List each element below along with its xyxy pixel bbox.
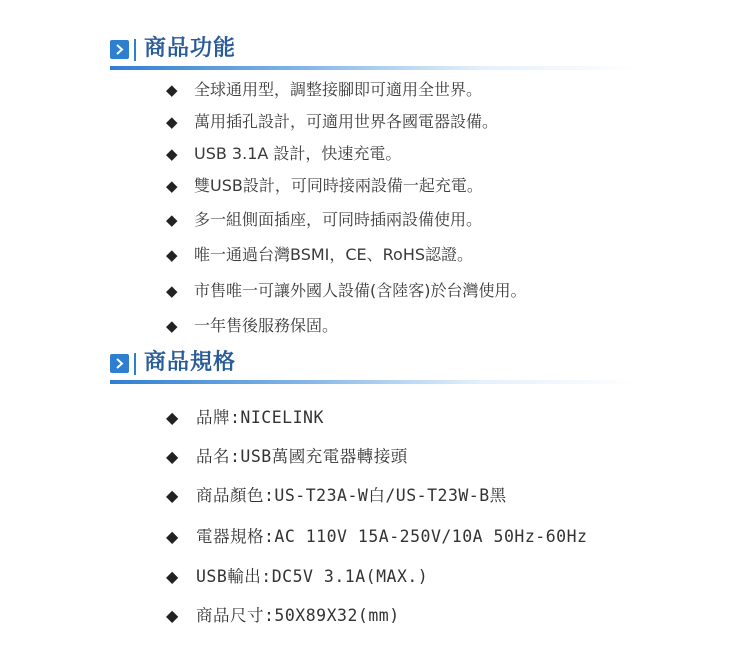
features-section-title: 商品功能 [144, 36, 237, 61]
list-item: ◆ 雙USB設計，可同時接兩設備一起充電。 [166, 174, 483, 198]
specs-section-header [110, 347, 640, 381]
diamond-bullet-icon: ◆ [166, 606, 179, 625]
spec-item: ◆ 品名:USB萬國充電器轉接頭 [166, 443, 408, 471]
specs-section-title: 商品規格 [144, 350, 237, 375]
diamond-bullet-icon: ◆ [166, 246, 178, 264]
list-item: ◆ 全球通用型，調整接腳即可適用全世界。 [166, 78, 482, 102]
list-item: ◆ 唯一通過台灣BSMI，CE、RoHS認證。 [166, 243, 473, 267]
diamond-bullet-icon: ◆ [166, 408, 179, 427]
list-item: ◆ 多一組側面插座，可同時插兩設備使用。 [166, 208, 482, 232]
diamond-bullet-icon: ◆ [166, 447, 179, 466]
spec-item: ◆ 商品顏色:US-T23A-W白/US-T23W-B黑 [166, 482, 507, 510]
spec-item: ◆ 品牌:NICELINK [166, 404, 324, 432]
diamond-bullet-icon: ◆ [166, 113, 178, 131]
section-underline [110, 380, 640, 384]
list-item: ◆ 一年售後服務保固。 [166, 314, 338, 338]
spec-item: ◆ USB輸出:DC5V 3.1A(MAX.) [166, 563, 428, 591]
diamond-bullet-icon: ◆ [166, 145, 178, 163]
header-divider [134, 39, 136, 61]
diamond-bullet-icon: ◆ [166, 177, 178, 195]
diamond-bullet-icon: ◆ [166, 81, 178, 99]
features-section-header [110, 33, 640, 67]
list-item: ◆ 市售唯一可讓外國人設備(含陸客)於台灣使用。 [166, 279, 527, 303]
chevron-right-icon [110, 354, 129, 373]
diamond-bullet-icon: ◆ [166, 282, 178, 300]
header-divider [134, 353, 136, 375]
diamond-bullet-icon: ◆ [166, 567, 179, 586]
diamond-bullet-icon: ◆ [166, 486, 179, 505]
spec-item: ◆ 電器規格:AC 110V 15A-250V/10A 50Hz-60Hz [166, 523, 587, 551]
list-item: ◆ 萬用插孔設計，可適用世界各國電器設備。 [166, 110, 498, 134]
chevron-right-icon [110, 40, 129, 59]
list-item: ◆ USB 3.1A 設計，快速充電。 [166, 142, 401, 166]
diamond-bullet-icon: ◆ [166, 527, 179, 546]
diamond-bullet-icon: ◆ [166, 317, 178, 335]
section-underline [110, 66, 640, 70]
diamond-bullet-icon: ◆ [166, 211, 178, 229]
spec-item: ◆ 商品尺寸:50X89X32(mm) [166, 602, 400, 630]
